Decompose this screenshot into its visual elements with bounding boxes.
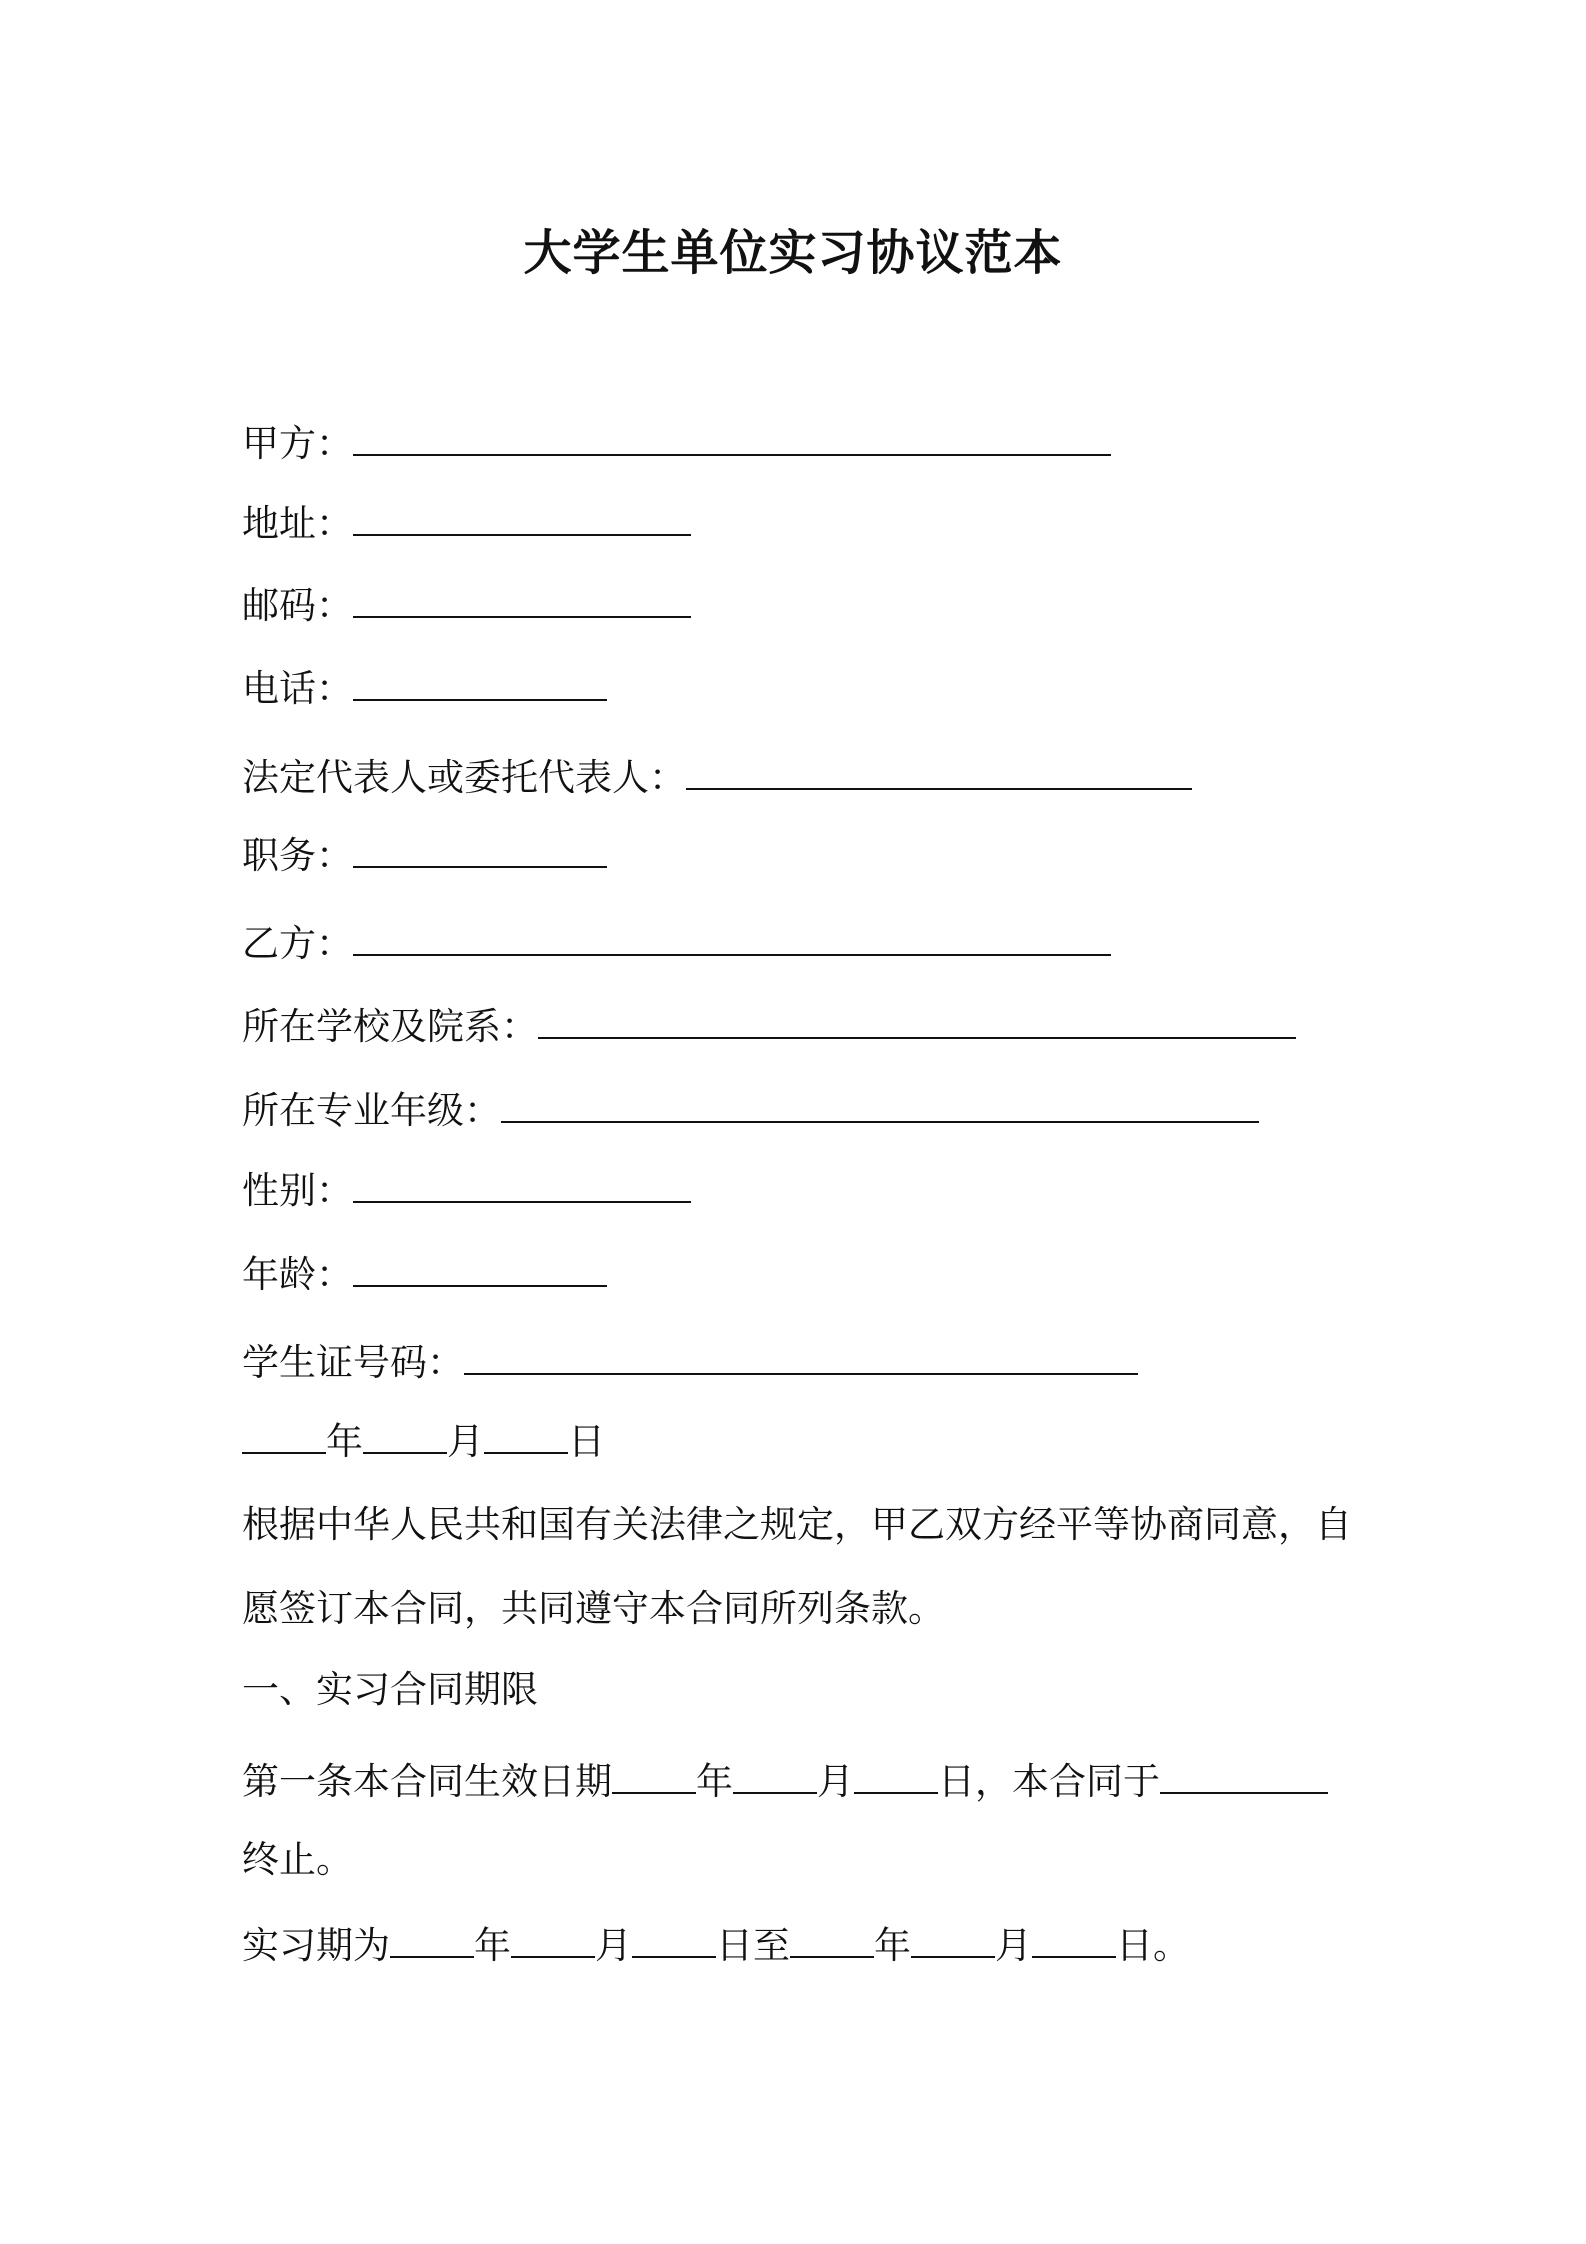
blank-line[interactable] bbox=[1160, 1762, 1328, 1794]
day-label: 日至 bbox=[716, 1924, 790, 1967]
blank-line[interactable] bbox=[353, 1171, 691, 1203]
month-label: 月 bbox=[995, 1924, 1032, 1967]
field-label: 所在专业年级： bbox=[242, 1089, 501, 1132]
blank-line[interactable] bbox=[854, 1762, 938, 1794]
blank-line[interactable] bbox=[353, 669, 607, 701]
field-postcode bbox=[242, 582, 691, 630]
blank-line[interactable] bbox=[484, 1422, 568, 1454]
field-address bbox=[242, 500, 691, 548]
blank-line[interactable] bbox=[353, 924, 1111, 956]
blank-line[interactable] bbox=[911, 1926, 995, 1958]
field-gender bbox=[242, 1167, 691, 1215]
blank-line[interactable] bbox=[353, 504, 691, 536]
year-label: 年 bbox=[696, 1760, 733, 1803]
field-party-b bbox=[242, 920, 1111, 968]
field-label: 乙方： bbox=[242, 922, 353, 965]
blank-line[interactable] bbox=[353, 586, 691, 618]
blank-line[interactable] bbox=[501, 1091, 1259, 1123]
field-label: 学生证号码： bbox=[242, 1341, 464, 1384]
internship-period-line bbox=[242, 1922, 1190, 1970]
blank-line[interactable] bbox=[686, 758, 1192, 790]
intro-paragraph-line-1: 根据中华人民共和国有关法律之规定，甲乙双方经平等协商同意，自 bbox=[242, 1503, 1352, 1546]
blank-line[interactable] bbox=[632, 1926, 716, 1958]
field-label: 性别： bbox=[242, 1169, 353, 1212]
field-label: 法定代表人或委托代表人： bbox=[242, 756, 686, 799]
field-major-grade bbox=[242, 1087, 1259, 1135]
blank-line[interactable] bbox=[363, 1422, 447, 1454]
blank-line[interactable] bbox=[464, 1343, 1138, 1375]
blank-line[interactable] bbox=[612, 1762, 696, 1794]
blank-line[interactable] bbox=[390, 1926, 474, 1958]
blank-line[interactable] bbox=[242, 1422, 326, 1454]
blank-line[interactable] bbox=[353, 424, 1111, 456]
section-heading: 一、实习合同期限 bbox=[242, 1668, 538, 1711]
year-label: 年 bbox=[326, 1420, 363, 1463]
year-label: 年 bbox=[874, 1924, 911, 1967]
blank-line[interactable] bbox=[353, 1255, 607, 1287]
field-school-department bbox=[242, 1003, 1296, 1051]
field-label: 所在学校及院系： bbox=[242, 1005, 538, 1048]
field-position bbox=[242, 832, 607, 880]
clause-1-line-1 bbox=[242, 1758, 1328, 1806]
clause-text: 日，本合同于 bbox=[938, 1760, 1160, 1803]
field-party-a bbox=[242, 420, 1111, 468]
field-label: 地址： bbox=[242, 502, 353, 545]
field-age bbox=[242, 1251, 607, 1299]
day-label: 日。 bbox=[1116, 1924, 1190, 1967]
clause-1-line-2: 终止。 bbox=[242, 1838, 353, 1881]
field-label: 电话： bbox=[242, 667, 353, 710]
intro-paragraph-line-2: 愿签订本合同，共同遵守本合同所列条款。 bbox=[242, 1587, 945, 1630]
year-label: 年 bbox=[474, 1924, 511, 1967]
clause-text: 第一条本合同生效日期 bbox=[242, 1760, 612, 1803]
blank-line[interactable] bbox=[733, 1762, 817, 1794]
field-label: 年龄： bbox=[242, 1253, 353, 1296]
field-student-id bbox=[242, 1339, 1138, 1387]
field-label: 甲方： bbox=[242, 422, 353, 465]
field-legal-representative bbox=[242, 754, 1192, 802]
blank-line[interactable] bbox=[511, 1926, 595, 1958]
blank-line[interactable] bbox=[1032, 1926, 1116, 1958]
month-label: 月 bbox=[817, 1760, 854, 1803]
month-label: 月 bbox=[447, 1420, 484, 1463]
blank-line[interactable] bbox=[353, 836, 607, 868]
clause-text: 实习期为 bbox=[242, 1924, 390, 1967]
date-line bbox=[242, 1418, 605, 1466]
blank-line[interactable] bbox=[538, 1007, 1296, 1039]
day-label: 日 bbox=[568, 1420, 605, 1463]
blank-line[interactable] bbox=[790, 1926, 874, 1958]
field-label: 职务： bbox=[242, 834, 353, 877]
month-label: 月 bbox=[595, 1924, 632, 1967]
document-title: 大学生单位实习协议范本 bbox=[523, 225, 1063, 281]
field-phone bbox=[242, 665, 607, 713]
field-label: 邮码： bbox=[242, 584, 353, 627]
